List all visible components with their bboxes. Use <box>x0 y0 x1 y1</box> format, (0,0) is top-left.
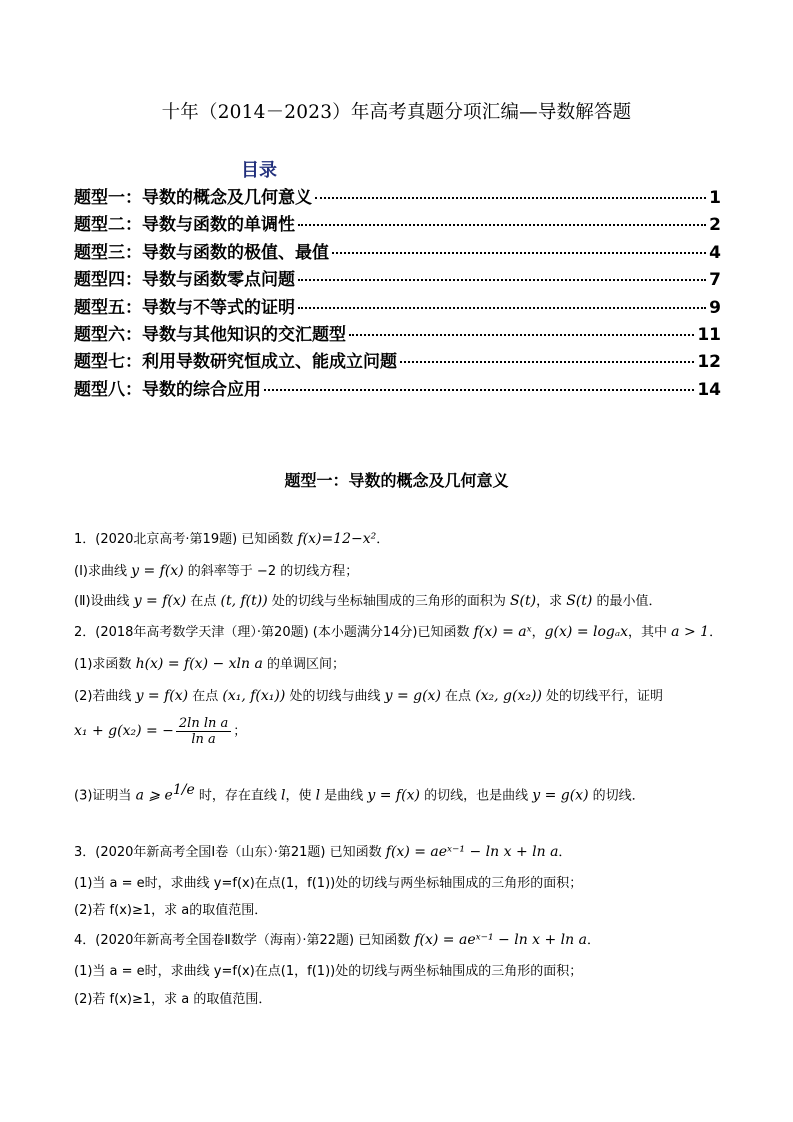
toc-leader-dots <box>400 361 694 363</box>
math-expression: g(x) = logₐx <box>544 624 629 640</box>
toc-item-label: 题型六：导数与其他知识的交汇题型 <box>74 324 346 345</box>
math-expression: l <box>281 787 286 804</box>
toc-item[interactable] <box>74 320 721 347</box>
table-of-contents <box>74 183 721 402</box>
question-2-part-1: (1)求函数 h(x) = f(x) − xln a 的单调区间； <box>74 656 345 672</box>
question-3-stem: 3．(2020年新高考全国Ⅰ卷（山东）·第21题) 已知函数 f(x) = aeˣ⁻¹ − ln x + ln a． <box>74 844 572 860</box>
toc-item-label: 题型七：利用导数研究恒成立、能成立问题 <box>74 352 397 373</box>
math-expression: a > 1 <box>671 624 710 640</box>
toc-item-label: 题型五：导数与不等式的证明 <box>74 297 295 318</box>
question-1-part-1: (Ⅰ)求曲线 y = f(x) 的斜率等于 −2 的切线方程； <box>74 563 359 579</box>
math-exponent: 1/e <box>172 782 195 798</box>
toc-item-page: 4 <box>709 242 721 263</box>
math-expression: y = f(x) <box>133 593 187 609</box>
toc-leader-dots <box>298 224 706 226</box>
math-expression: a ⩾ e <box>135 787 173 804</box>
math-expression: f(x) = aeˣ⁻¹ − ln x + ln a <box>385 844 559 860</box>
toc-leader-dots <box>349 334 694 336</box>
math-expression: f(x) = aˣ <box>473 624 532 640</box>
math-expression: f(x) = aeˣ⁻¹ − ln x + ln a <box>414 932 587 948</box>
toc-item[interactable] <box>74 238 721 265</box>
question-2-stem: 2．(2018年高考数学天津（理）·第20题) (本小题满分14分)已知函数 f(x) = aˣ，g(x) = logₐx，其中 a > 1． <box>74 624 723 640</box>
math-expression: S(t) <box>566 593 593 609</box>
math-expression: (x₁, f(x₁)) <box>222 688 286 704</box>
math-expression: f(x)=12−x² <box>297 531 377 547</box>
question-4-part-2: (2)若 f(x)≥1，求 a 的取值范围． <box>74 992 272 1007</box>
toc-item-label: 题型八：导数的综合应用 <box>74 379 261 400</box>
toc-item-label: 题型四：导数与函数零点问题 <box>74 270 295 291</box>
toc-item-page: 12 <box>697 352 721 373</box>
question-2-part-2: (2)若曲线 y = f(x) 在点 (x₁, f(x₁)) 处的切线与曲线 y = g(x) 在点 (x₂, g(x₂)) 处的切线平行，证明 <box>74 688 664 704</box>
document-title: 十年（2014－2023）年高考真题分项汇编—导数解答题 <box>161 102 632 123</box>
toc-leader-dots <box>264 389 694 391</box>
question-2-equation: x₁ + g(x₂) = − $\frac{\text{2ln ln a}}{\text{ln a}}$ ； <box>74 716 247 747</box>
toc-item[interactable] <box>74 375 721 402</box>
toc-item-label: 题型一：导数的概念及几何意义 <box>74 188 312 208</box>
toc-item[interactable] <box>74 210 721 237</box>
question-4-stem: 4．(2020年新高考全国卷Ⅱ数学（海南）·第22题) 已知函数 f(x) = aeˣ⁻¹ − ln x + ln a． <box>74 932 600 948</box>
toc-item-page: 11 <box>697 324 721 345</box>
math-expression: l <box>315 787 321 804</box>
math-expression: y = f(x) <box>367 787 420 804</box>
math-expression: y = f(x) <box>135 688 189 704</box>
section-heading: 题型一：导数的概念及几何意义 <box>284 471 509 490</box>
toc-item[interactable] <box>74 293 721 320</box>
question-3-part-1: (1)当 a = e时，求曲线 y=f(x)在点(1，f(1))处的切线与两坐标轴围成的三角形的面积； <box>74 876 583 891</box>
toc-item-page: 9 <box>709 297 721 318</box>
toc-item[interactable] <box>74 183 721 210</box>
question-1-part-2: (Ⅱ)设曲线 y = f(x) 在点 (t, f(t)) 处的切线与坐标轴围成的三角形的面积为 S(t)，求 S(t) 的最小值． <box>74 593 662 609</box>
math-expression: y = g(x) <box>384 688 441 704</box>
math-expression: y = g(x) <box>532 787 589 804</box>
toc-item[interactable] <box>74 265 721 292</box>
toc-item-page: 1 <box>709 188 721 208</box>
question-2-part-3: (3)证明当 a ⩾ $e^{1/e}$ 时，存在直线 l，使 l 是曲线 y = f(x) 的切线，也是曲线 y = g(x) 的切线． <box>74 782 645 804</box>
toc-leader-dots <box>298 307 706 309</box>
math-expression: y = f(x) <box>131 563 184 579</box>
toc-item-page: 2 <box>709 215 721 236</box>
toc-item-label: 题型二：导数与函数的单调性 <box>74 215 295 236</box>
fraction: $\frac{\text{2ln ln a}}{\text{ln a}}$ <box>176 716 231 747</box>
toc-leader-dots <box>332 252 706 254</box>
toc-heading: 目录 <box>241 160 277 181</box>
toc-item-page: 14 <box>697 379 721 400</box>
toc-item-label: 题型三：导数与函数的极值、最值 <box>74 242 329 263</box>
toc-item[interactable] <box>74 347 721 374</box>
math-expression: (x₂, g(x₂)) <box>475 688 542 704</box>
math-expression: (t, f(t)) <box>220 593 268 609</box>
question-3-part-2: (2)若 f(x)≥1，求 a的取值范围． <box>74 903 268 918</box>
toc-item-page: 7 <box>709 270 721 291</box>
math-expression: x₁ + g(x₂) = − <box>74 723 174 739</box>
math-expression: h(x) = f(x) − xln a <box>135 656 263 672</box>
toc-leader-dots <box>315 197 706 199</box>
question-4-part-1: (1)当 a = e时，求曲线 y=f(x)在点(1，f(1))处的切线与两坐标轴围成的三角形的面积； <box>74 964 583 979</box>
question-1-stem: 1．(2020北京高考·第19题) 已知函数 f(x)=12−x²． <box>74 531 390 547</box>
math-expression: S(t) <box>509 593 537 609</box>
toc-leader-dots <box>298 279 706 281</box>
